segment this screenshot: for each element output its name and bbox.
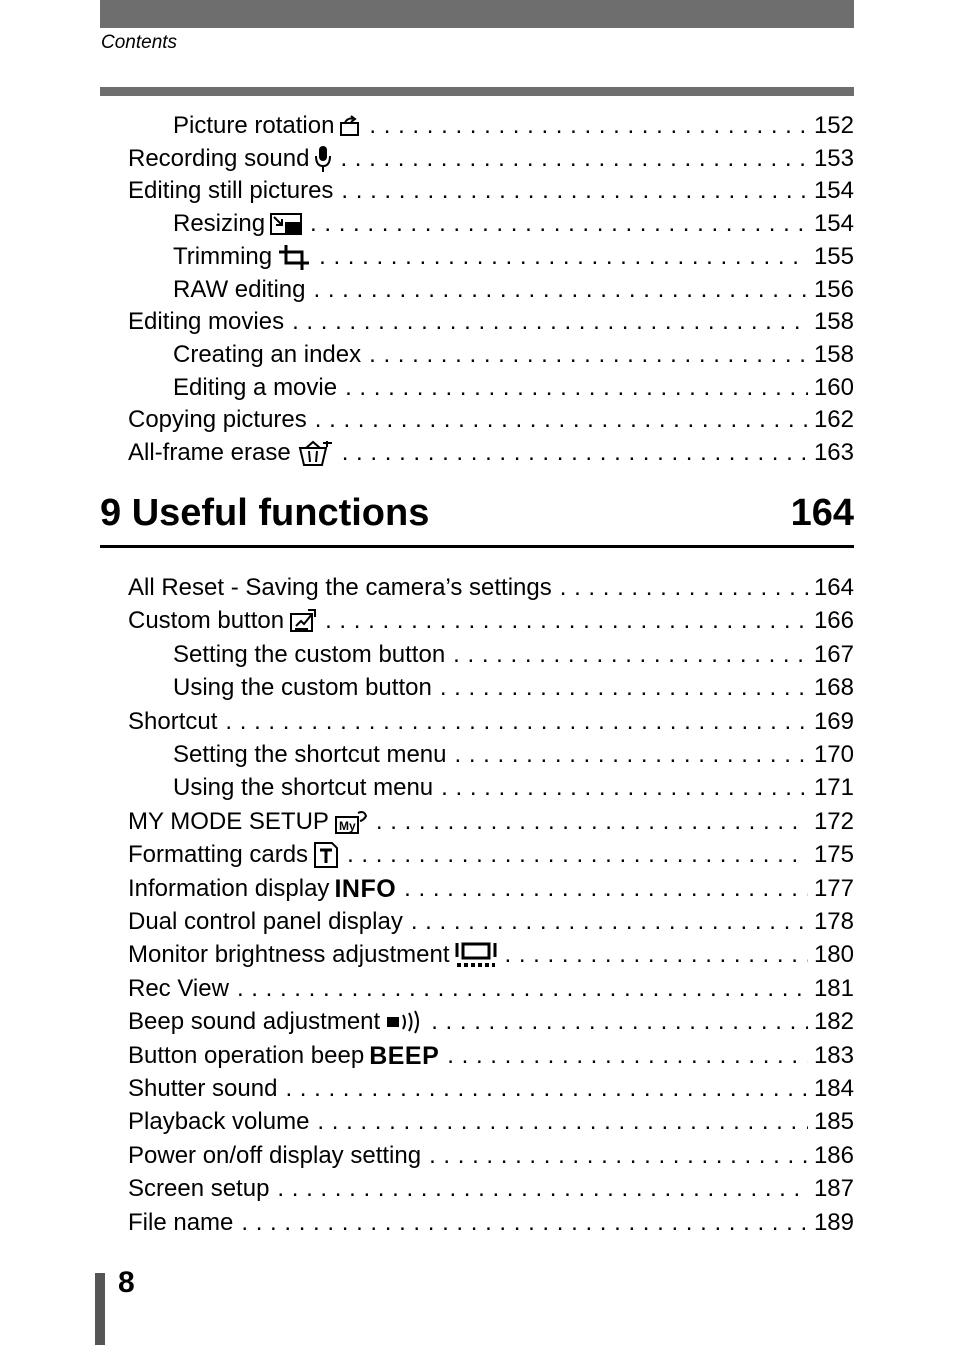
toc-entry bbox=[128, 306, 854, 338]
toc-entry bbox=[173, 208, 854, 240]
toc-entry-label: Using the shortcut menu bbox=[173, 774, 434, 802]
toc-entry bbox=[128, 1040, 854, 1072]
toc-entry-page: 180 bbox=[813, 941, 854, 969]
dot-leader bbox=[277, 1173, 808, 1205]
dot-leader bbox=[347, 839, 808, 871]
toc-entry-label: Editing still pictures bbox=[128, 177, 334, 205]
all-frame-erase-icon bbox=[296, 440, 334, 466]
toc-entry-page: 162 bbox=[813, 406, 854, 434]
toc-entry-label: Trimming bbox=[173, 242, 273, 270]
toc-entry-label: Setting the shortcut menu bbox=[173, 741, 447, 768]
dot-leader bbox=[369, 339, 808, 371]
toc-entry-page: 168 bbox=[813, 674, 854, 702]
toc-entry bbox=[128, 1140, 854, 1172]
toc-entry-page: 154 bbox=[813, 177, 854, 205]
dot-leader bbox=[285, 1073, 808, 1105]
dot-leader bbox=[342, 437, 808, 469]
dot-leader bbox=[314, 274, 808, 306]
toc-entry-page: 172 bbox=[813, 807, 854, 835]
svg-text:My: My bbox=[338, 818, 356, 833]
toc-entry-label: All-frame erase bbox=[128, 439, 291, 466]
dot-leader bbox=[241, 1207, 808, 1239]
chapter-title: 9 Useful functions bbox=[100, 491, 430, 534]
dot-leader bbox=[315, 404, 808, 436]
toc-entry-label: Button operation beep bbox=[128, 1041, 365, 1069]
dot-leader bbox=[404, 873, 808, 905]
toc-entry bbox=[128, 939, 854, 971]
toc-entry-label: Beep sound adjustment bbox=[128, 1008, 381, 1036]
toc-entry-label: Monitor brightness adjustment bbox=[128, 941, 450, 969]
dot-leader bbox=[237, 973, 808, 1005]
chapter-rule bbox=[100, 545, 854, 548]
toc-entry bbox=[128, 806, 854, 838]
toc-entry-page: 152 bbox=[813, 112, 854, 139]
toc-entry-page: 189 bbox=[813, 1208, 854, 1236]
chapter-page: 164 bbox=[790, 491, 854, 534]
page-marker-bar bbox=[95, 1273, 105, 1345]
toc-entry bbox=[173, 110, 854, 142]
dot-leader bbox=[225, 706, 808, 738]
beep-icon: BEEP bbox=[369, 1041, 440, 1070]
resize-icon bbox=[270, 213, 302, 235]
my-mode-icon bbox=[334, 809, 368, 835]
toc-entry-label: Custom button bbox=[128, 607, 285, 635]
toc-entry-page: 160 bbox=[813, 373, 854, 401]
toc-entry-page: 175 bbox=[813, 841, 854, 869]
toc-entry bbox=[128, 1106, 854, 1138]
toc-entry bbox=[128, 906, 854, 938]
toc-entry-page: 183 bbox=[813, 1041, 854, 1069]
chapter-heading bbox=[100, 489, 854, 537]
toc-entry-label: Power on/off display setting bbox=[128, 1141, 422, 1169]
toc-entry-label: Editing a movie bbox=[173, 373, 338, 401]
toc-entry-label: MY MODE SETUP bbox=[128, 807, 329, 835]
dot-leader bbox=[325, 605, 808, 637]
toc-entry bbox=[128, 605, 854, 637]
toc-entry bbox=[128, 1207, 854, 1239]
toc-entry bbox=[128, 572, 854, 604]
dot-leader bbox=[453, 639, 808, 671]
dot-leader bbox=[317, 1106, 808, 1138]
dot-leader bbox=[411, 906, 808, 938]
toc-entry-page: 158 bbox=[813, 340, 854, 368]
page-number: 8 bbox=[118, 1266, 135, 1299]
dot-leader bbox=[345, 372, 808, 404]
dot-leader bbox=[441, 772, 808, 804]
toc-entry-label: Creating an index bbox=[173, 340, 362, 368]
custom-button-icon bbox=[289, 609, 317, 633]
toc-entry bbox=[128, 1073, 854, 1105]
toc-entry-page: 163 bbox=[813, 439, 854, 466]
toc-entry-page: 154 bbox=[813, 210, 854, 238]
toc-entry-page: 182 bbox=[813, 1008, 854, 1036]
toc-entry-page: 178 bbox=[813, 908, 854, 935]
toc-entry-label: File name bbox=[128, 1208, 234, 1236]
toc-entry-label: Information display bbox=[128, 874, 330, 902]
toc-entry bbox=[173, 772, 854, 804]
toc-entry-page: 170 bbox=[813, 741, 854, 768]
toc-entry-page: 185 bbox=[813, 1108, 854, 1136]
separator-bar bbox=[100, 87, 854, 96]
toc-entry-page: 186 bbox=[813, 1141, 854, 1169]
toc-entry-label: Resizing bbox=[173, 210, 266, 238]
dot-leader bbox=[341, 175, 808, 207]
toc-entry-label: Recording sound bbox=[128, 144, 310, 172]
dot-leader bbox=[376, 806, 808, 838]
toc-entry-page: 156 bbox=[813, 275, 854, 303]
toc-entry bbox=[128, 175, 854, 207]
dot-leader bbox=[292, 306, 808, 338]
toc-entry-label: Setting the custom button bbox=[173, 640, 446, 668]
toc-entry-label: Playback volume bbox=[128, 1108, 310, 1136]
format-card-icon bbox=[313, 841, 339, 869]
toc-entry-page: 166 bbox=[813, 607, 854, 635]
monitor-brightness-icon bbox=[455, 941, 497, 969]
toc-entry-page: 167 bbox=[813, 640, 854, 668]
toc-entry-label: Copying pictures bbox=[128, 406, 307, 434]
dot-leader bbox=[455, 739, 808, 771]
toc-entry bbox=[128, 1173, 854, 1205]
toc-entry-page: 164 bbox=[813, 574, 854, 601]
toc-entry bbox=[128, 143, 854, 175]
toc-entry-label: RAW editing bbox=[173, 275, 306, 303]
toc-entry-page: 177 bbox=[813, 874, 854, 902]
rotate-icon bbox=[339, 114, 361, 138]
toc-entry-label: Shortcut bbox=[128, 707, 218, 735]
toc-entry bbox=[128, 706, 854, 738]
toc-entry-label: Editing movies bbox=[128, 308, 285, 336]
toc-entry-label: Using the custom button bbox=[173, 674, 432, 702]
info-icon: INFO bbox=[334, 874, 397, 903]
toc-entry bbox=[173, 739, 854, 771]
toc-entry bbox=[128, 873, 854, 905]
dot-leader bbox=[310, 208, 808, 240]
toc-entry bbox=[128, 973, 854, 1005]
toc-entry bbox=[128, 404, 854, 436]
toc-entry-page: 158 bbox=[813, 308, 854, 336]
toc-entry bbox=[173, 672, 854, 704]
toc-entry-label: Picture rotation bbox=[173, 112, 335, 139]
toc-entry-label: Screen setup bbox=[128, 1175, 270, 1203]
dot-leader bbox=[319, 241, 808, 273]
dot-leader bbox=[447, 1040, 808, 1072]
toc-entry-label: Dual control panel display bbox=[128, 908, 403, 935]
toc-entry bbox=[173, 339, 854, 371]
dot-leader bbox=[431, 1006, 808, 1038]
header-bar bbox=[100, 0, 854, 28]
dot-leader bbox=[440, 672, 808, 704]
toc-entry-page: 153 bbox=[813, 144, 854, 172]
dot-leader bbox=[505, 939, 808, 971]
toc-entry bbox=[128, 437, 854, 469]
toc-entry bbox=[173, 274, 854, 306]
toc-entry bbox=[173, 241, 854, 273]
microphone-icon bbox=[314, 145, 332, 173]
dot-leader bbox=[340, 143, 808, 175]
beep-sound-icon bbox=[385, 1009, 423, 1035]
running-head: Contents bbox=[101, 32, 178, 53]
toc-entry-page: 187 bbox=[813, 1175, 854, 1203]
toc-entry-page: 169 bbox=[813, 707, 854, 735]
toc-entry bbox=[128, 839, 854, 871]
toc-entry-label: Rec View bbox=[128, 974, 229, 1002]
toc-entry-page: 181 bbox=[813, 974, 854, 1002]
toc-entry-label: Formatting cards bbox=[128, 841, 309, 869]
trim-icon bbox=[277, 243, 311, 271]
toc-entry-label: All Reset - Saving the camera’s settings bbox=[128, 574, 552, 601]
toc-entry bbox=[173, 639, 854, 671]
toc-entry-page: 184 bbox=[813, 1075, 854, 1102]
toc-entry-page: 171 bbox=[813, 774, 854, 802]
dot-leader bbox=[560, 572, 808, 604]
dot-leader bbox=[429, 1140, 808, 1172]
toc-entry bbox=[128, 1006, 854, 1038]
toc-entry bbox=[173, 372, 854, 404]
toc-entry-label: Shutter sound bbox=[128, 1075, 278, 1102]
toc-entry-page: 155 bbox=[813, 242, 854, 270]
dot-leader bbox=[369, 110, 808, 142]
